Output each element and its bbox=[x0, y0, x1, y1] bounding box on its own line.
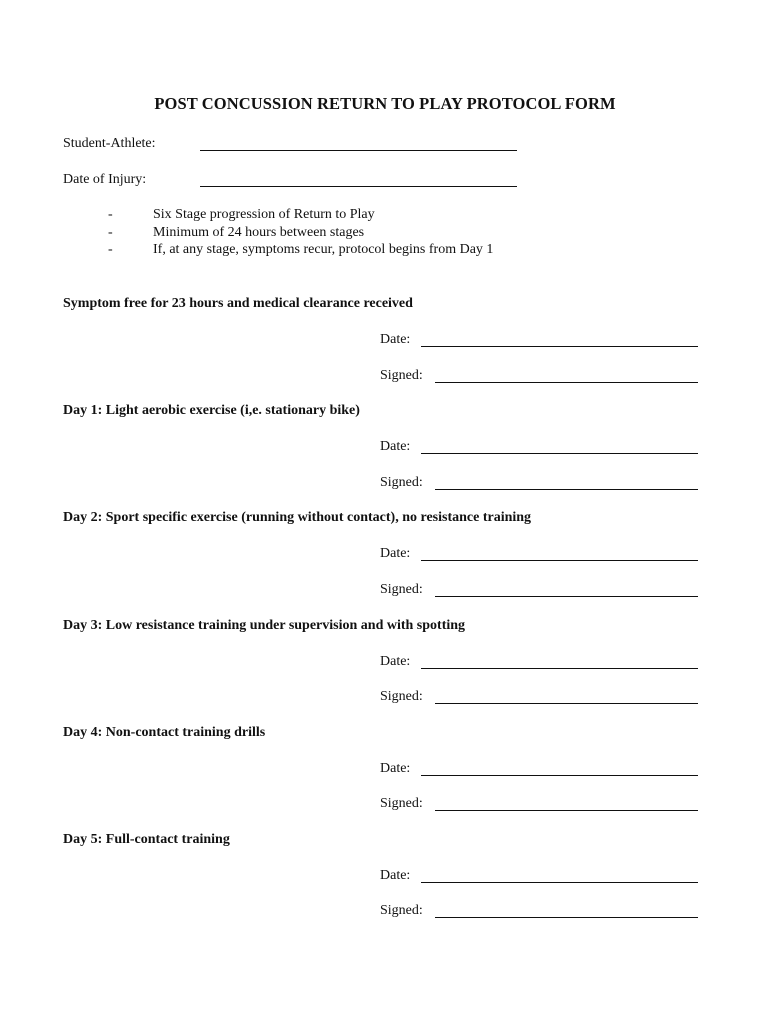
stage-heading: Day 2: Sport specific exercise (running without contact), no resistance training bbox=[63, 510, 532, 525]
signed-label: Signed: bbox=[380, 796, 423, 811]
signed-label: Signed: bbox=[380, 582, 423, 597]
signed-label: Signed: bbox=[380, 475, 423, 490]
student-athlete-label: Student-Athlete: bbox=[63, 136, 156, 151]
date-label: Date: bbox=[380, 868, 411, 883]
bullet-dash: - bbox=[108, 242, 113, 257]
signature-field[interactable] bbox=[435, 917, 698, 918]
date-field[interactable] bbox=[421, 346, 698, 347]
stage-heading: Day 3: Low resistance training under supervision and with spotting bbox=[63, 618, 466, 633]
student-athlete-field[interactable] bbox=[200, 150, 517, 151]
bullet-text: If, at any stage, symptoms recur, protocol begins from Day 1 bbox=[153, 242, 494, 257]
signature-field[interactable] bbox=[435, 810, 698, 811]
date-of-injury-field[interactable] bbox=[200, 186, 517, 187]
bullet-dash: - bbox=[108, 225, 113, 240]
date-field[interactable] bbox=[421, 882, 698, 883]
date-field[interactable] bbox=[421, 668, 698, 669]
stage-heading: Day 1: Light aerobic exercise (i,e. stationary bike) bbox=[63, 403, 360, 418]
date-label: Date: bbox=[380, 546, 411, 561]
stage-heading: Symptom free for 23 hours and medical clearance received bbox=[63, 296, 413, 311]
date-field[interactable] bbox=[421, 453, 698, 454]
signature-field[interactable] bbox=[435, 382, 698, 383]
date-label: Date: bbox=[380, 439, 411, 454]
bullet-text: Six Stage progression of Return to Play bbox=[153, 207, 375, 222]
signed-label: Signed: bbox=[380, 903, 423, 918]
date-field[interactable] bbox=[421, 560, 698, 561]
date-label: Date: bbox=[380, 654, 411, 669]
signature-field[interactable] bbox=[435, 596, 698, 597]
form-title: POST CONCUSSION RETURN TO PLAY PROTOCOL FORM bbox=[154, 94, 616, 113]
signed-label: Signed: bbox=[380, 368, 423, 383]
stage-heading: Day 5: Full-contact training bbox=[63, 832, 230, 847]
date-label: Date: bbox=[380, 332, 411, 347]
date-label: Date: bbox=[380, 761, 411, 776]
date-of-injury-label: Date of Injury: bbox=[63, 172, 147, 187]
stage-heading: Day 4: Non-contact training drills bbox=[63, 725, 266, 740]
signature-field[interactable] bbox=[435, 703, 698, 704]
signature-field[interactable] bbox=[435, 489, 698, 490]
bullet-text: Minimum of 24 hours between stages bbox=[153, 225, 365, 240]
bullet-dash: - bbox=[108, 207, 113, 222]
date-field[interactable] bbox=[421, 775, 698, 776]
signed-label: Signed: bbox=[380, 689, 423, 704]
